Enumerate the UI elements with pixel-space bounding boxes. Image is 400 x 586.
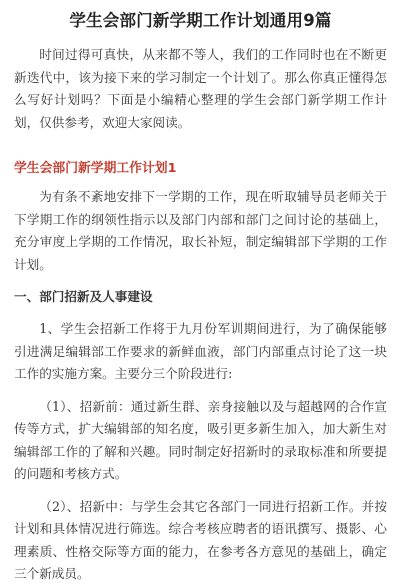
intro-paragraph: 时间过得可真快，从来都不等人，我们的工作同时也在不断更新迭代中，该为接下来的学习制定一个计划了。那么你真正懂得怎么写好计划吗？下面是小编精心整理的学生会部门新学期工作计划，仅供参考，欢迎大家阅读。: [14, 47, 387, 130]
section-title: 学生会部门新学期工作计划1: [14, 161, 177, 176]
heading-recruitment: 一、部门招新及人事建设: [14, 289, 153, 304]
paragraph-recruitment-plan: 1、学生会招新工作将于九月份军训期间进行，为了确保能够引进满足编辑部工作要求的新鲜血液，部门内部重点讨论了这一块工作的实施方案。主要分三个阶段进行:: [14, 321, 387, 381]
paragraph-before-recruitment: （1）、招新前：通过新生群、亲身接触以及与超越网的合作宣传等方式，扩大编辑部的知名度，吸引更多新生加入，加大新生对编辑部工作的了解和兴趣。同时制定好招新时的录取标准和所要提的问题和考核方式。: [14, 398, 387, 481]
section-intro-paragraph: 为有条不紊地安排下一学期的工作，现在听取辅导员老师关于下学期工作的纲领性指示以及部门内部和部门之间讨论的基础上，充分审度上学期的工作情况，取长补短，制定编辑部下学期的工作计划。: [14, 189, 387, 272]
paragraph-during-recruitment: （2）、招新中：与学生会其它各部门一同进行招新工作。并按计划和具体情况进行筛选。综合考核应聘者的语讯撰写、摄影、心理素质、性格交际等方面的能力，在参考各方意见的基础上，确定三个新成员。: [14, 498, 387, 581]
document-title: 学生会部门新学期工作计划通用9篇: [69, 11, 332, 30]
